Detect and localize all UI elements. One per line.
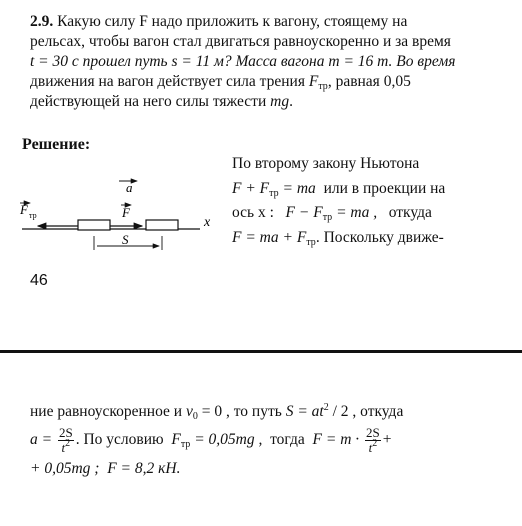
friction-label: F <box>20 202 28 217</box>
problem-line-5: действующей на него силы тяжести mg. <box>30 93 293 110</box>
continuation-line-1: ние равноускоренное и $v_0 = 0$ , то путь $S = at^2 / 2$ , откуда <box>30 402 404 422</box>
problem-line-1: 2.9. Какую силу F надо приложить к вагону, стоящему на <box>30 13 408 30</box>
distance-label: S <box>122 232 129 247</box>
problem-line-2: рельсах, чтобы вагон стал двигаться равноускоренно и за время <box>30 33 451 50</box>
solution-line-2: $F + F_{тр}$ = ma или в проекции на <box>232 179 446 199</box>
wagon-end <box>146 220 178 230</box>
problem-statement <box>30 12 498 112</box>
problem-line-4: движения на вагон действует сила трения $F_{тр}$, равная 0,05 <box>30 73 411 92</box>
acceleration-label: a <box>126 180 133 195</box>
friction-subscript: тр <box>29 211 37 220</box>
x-axis-label: x <box>204 215 211 230</box>
fraction-2s-over-t2: $\frac{2S}{t^2}$ <box>58 425 73 455</box>
wagon-diagram <box>18 174 218 264</box>
continuation-line-3: + 0,05mg ; F = 8,2 кН. <box>30 460 181 477</box>
page-divider <box>0 350 522 353</box>
fraction-2s-over-t2-second: $\frac{2S}{t^2}$ <box>366 425 380 455</box>
solution-line-3: ось x : $F - F_{тр}$ = ma , откуда <box>232 204 432 223</box>
problem-number: 2.9. <box>30 13 54 30</box>
force-label: F <box>122 205 130 220</box>
solution-line-4: F = ma + $F_{тр}$. Поскольку движе- <box>232 228 444 248</box>
solution-heading: Решение: <box>22 136 91 153</box>
page-number: 46 <box>30 272 48 289</box>
solution-continuation <box>30 398 500 483</box>
problem-line-3: t = 30 с прошел путь s = 11 м? Масса вагона m = 16 т. Во время <box>30 53 456 70</box>
wagon-start <box>78 220 110 230</box>
solution-text-right <box>232 152 500 250</box>
solution-line-1: По второму закону Ньютона <box>232 155 420 172</box>
continuation-line-2: a = $\frac{2S}{t^2}$ . По условию $F_{тр} = 0,05mg$ , тогда F = m · $\frac{2S}{t^2}$ + <box>30 425 392 455</box>
